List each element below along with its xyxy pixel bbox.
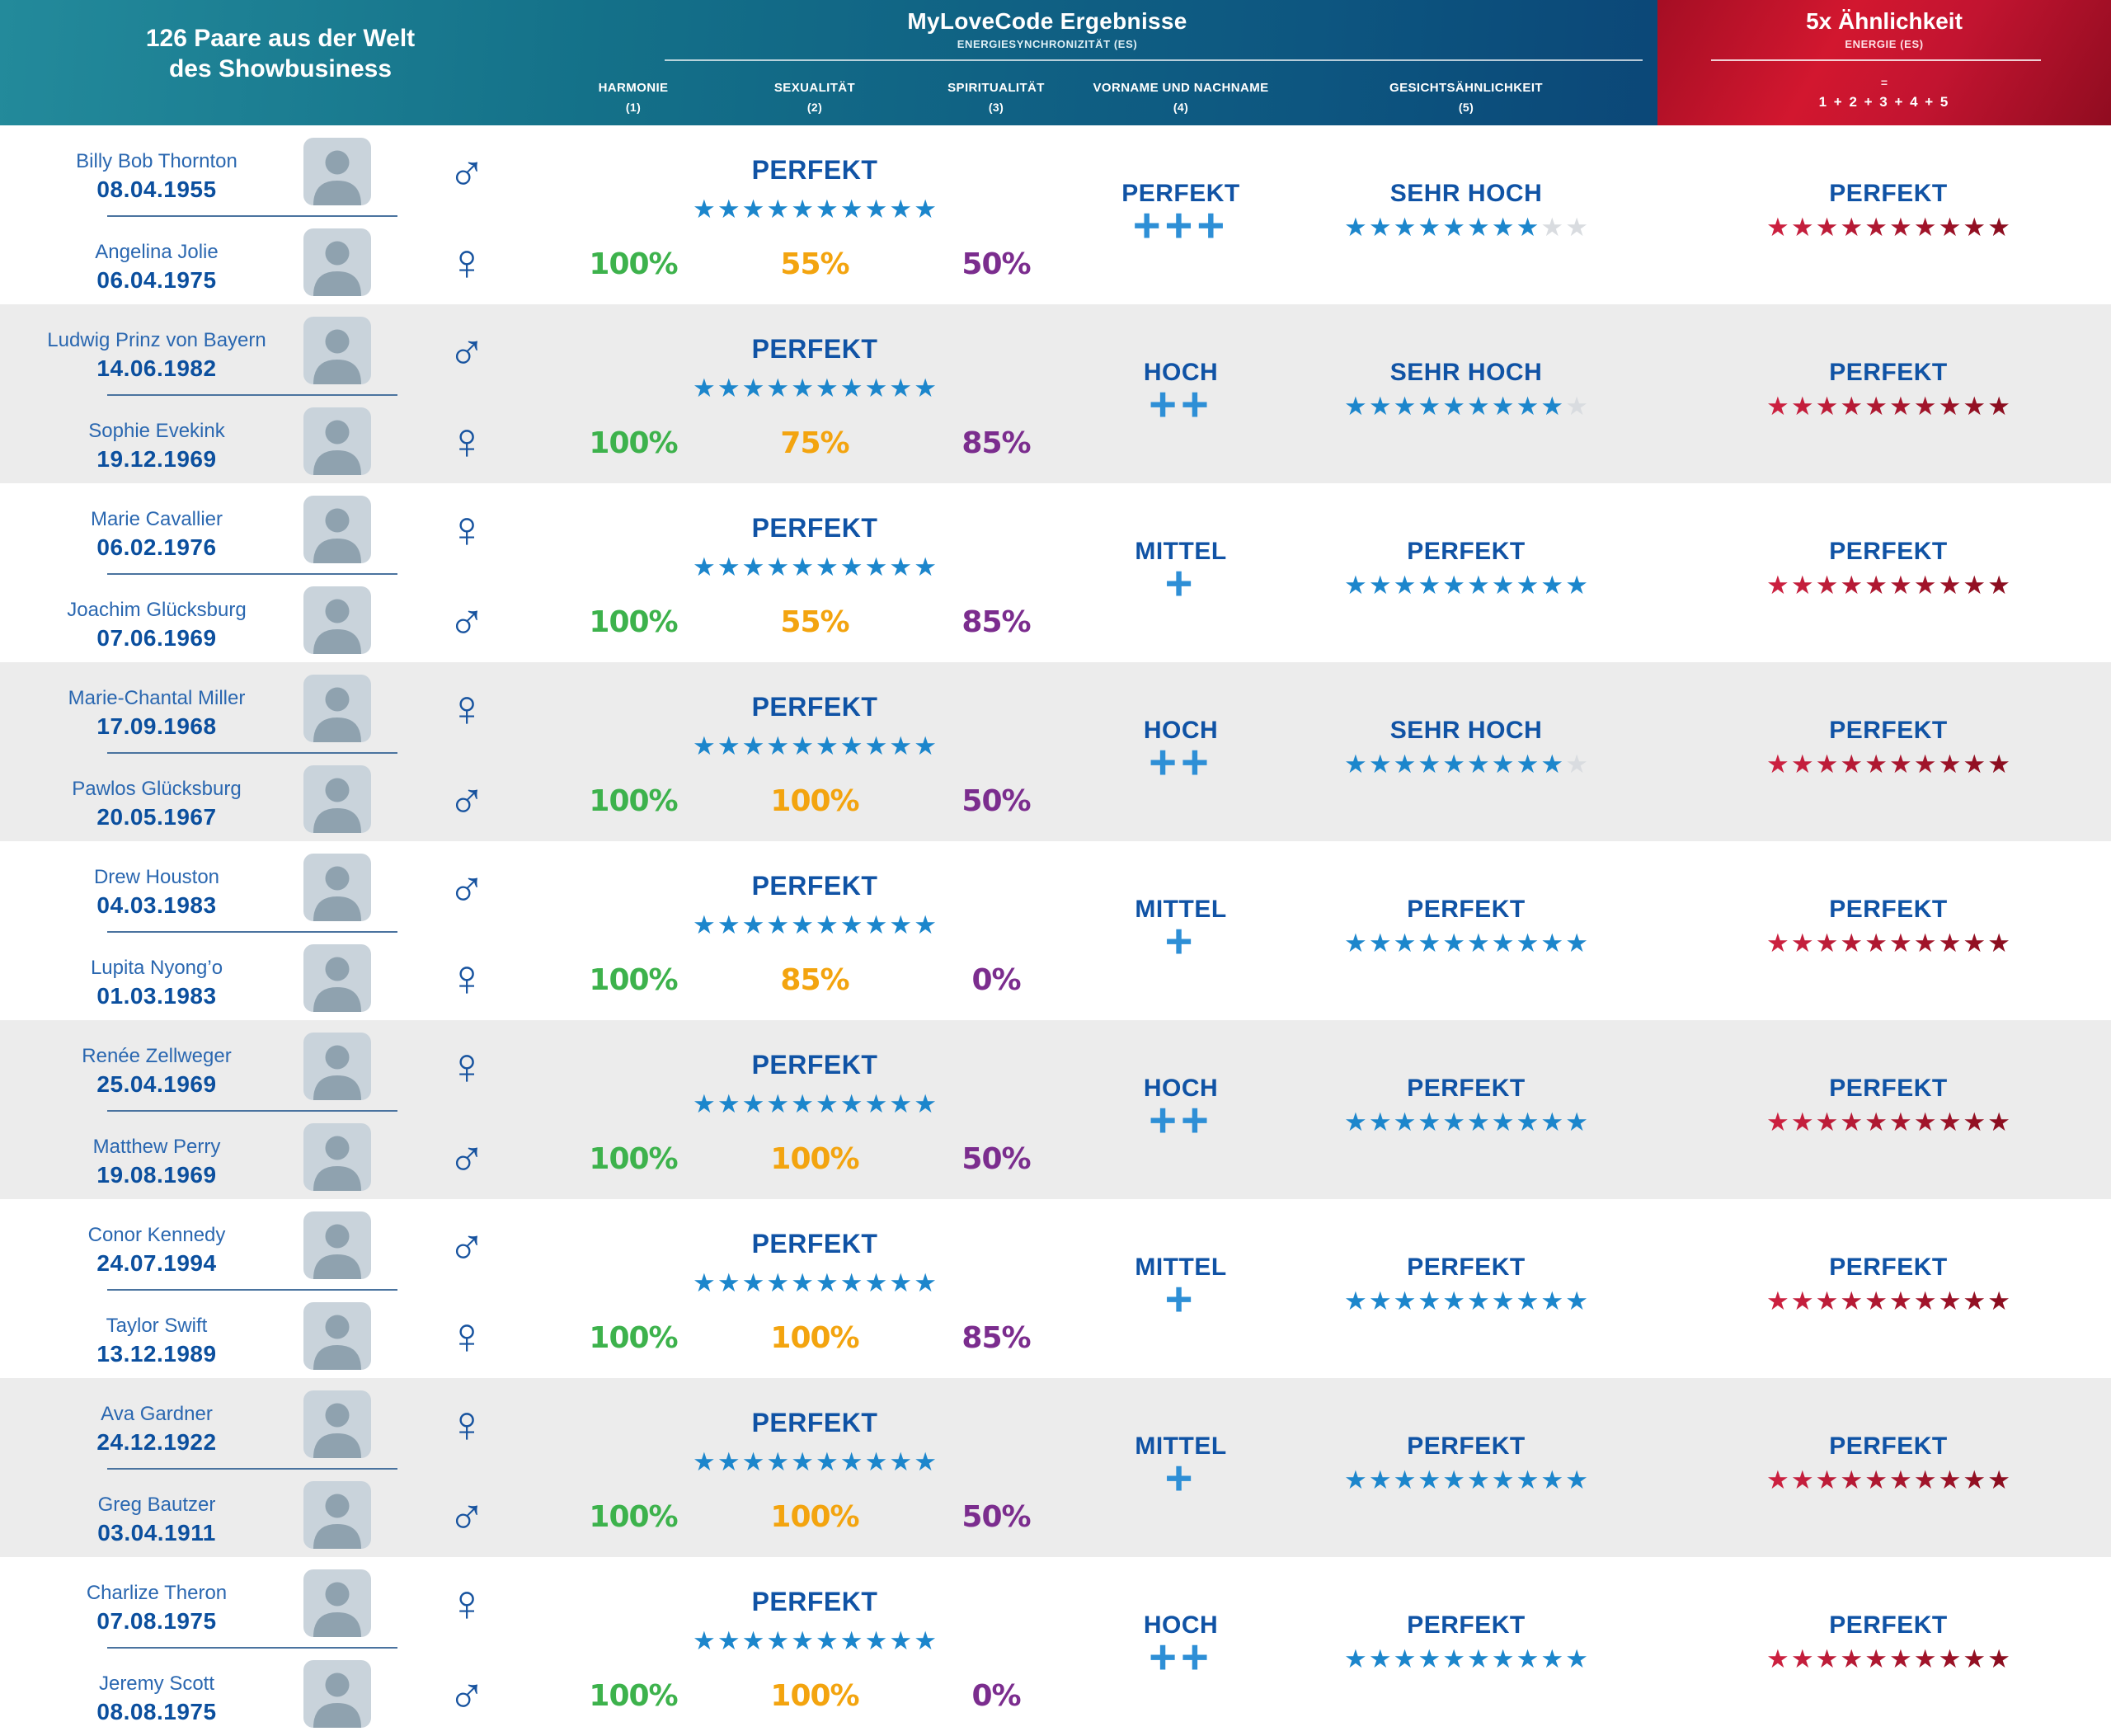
partner1-name: Conor Kennedy (87, 1224, 226, 1246)
partner1-gender-icon: ♀ (447, 1575, 487, 1632)
es-rating-label: PERFEKT (751, 1229, 878, 1258)
similarity-header-subtitle: ENERGIE (ES) (1845, 38, 1924, 50)
face-similarity-stars: ★★★★★★★★★★ (1344, 392, 1588, 421)
column-header-spiritualitaet-label: SPIRITUALITÄT (947, 81, 1045, 95)
partner1-birthdate: 25.04.1969 (96, 1071, 217, 1097)
face-similarity-label: PERFEKT (1407, 896, 1526, 923)
spiritualitaet-value: 85% (961, 426, 1031, 460)
partner2-birthdate: 01.03.1983 (96, 983, 217, 1009)
partner2-birthdate: 19.12.1969 (96, 446, 217, 472)
partner1-gender-icon: ♀ (447, 1038, 487, 1095)
couple-separator (107, 931, 397, 933)
sexualitaet-value: 75% (780, 426, 849, 460)
spiritualitaet-value: 50% (961, 784, 1031, 818)
similarity-equals-sign: = (1880, 76, 1888, 89)
name-match-label: MITTEL (1135, 896, 1227, 923)
harmonie-value: 100% (589, 963, 678, 997)
page-title-line2: des Showbusiness (168, 55, 393, 82)
spiritualitaet-value: 85% (961, 605, 1031, 639)
es-rating-label: PERFEKT (751, 692, 878, 722)
partner2-photo (303, 944, 371, 1012)
face-similarity-label: PERFEKT (1407, 1075, 1526, 1102)
person-silhouette-icon (303, 1660, 371, 1728)
sexualitaet-value: 55% (780, 247, 849, 281)
partner1-gender-icon: ♀ (447, 501, 487, 558)
couple-row (0, 1199, 2111, 1378)
person-silhouette-icon (303, 1211, 371, 1279)
harmonie-value: 100% (589, 1679, 678, 1713)
partner2-name: Taylor Swift (106, 1315, 208, 1337)
es-rating-stars: ★★★★★★★★★★ (693, 1447, 937, 1476)
couple-row (0, 662, 2111, 841)
spiritualitaet-value: 85% (961, 1321, 1031, 1355)
partner1-photo (303, 496, 371, 563)
couple-row (0, 1378, 2111, 1557)
partner1-gender-icon: ♀ (447, 1396, 487, 1453)
person-silhouette-icon (303, 1569, 371, 1637)
name-match-plus-icons: +++ (1132, 199, 1229, 252)
face-similarity-label: PERFEKT (1407, 1254, 1526, 1281)
total-similarity-stars: ★★★★★★★★★★ (1766, 571, 2010, 600)
partner1-birthdate: 24.12.1922 (96, 1429, 217, 1455)
partner1-photo (303, 675, 371, 742)
partner2-birthdate: 20.05.1967 (96, 804, 217, 830)
results-header-title: MyLoveCode Ergebnisse (907, 8, 1187, 34)
page-title (41, 23, 520, 84)
partner2-gender-icon: ♂ (447, 592, 487, 649)
es-rating-label: PERFEKT (751, 871, 878, 901)
column-header-harmonie-label: HARMONIE (598, 81, 669, 95)
sexualitaet-value: 100% (770, 784, 859, 818)
person-silhouette-icon (303, 228, 371, 296)
person-silhouette-icon (303, 407, 371, 475)
partner1-photo (303, 1390, 371, 1458)
face-similarity-label: SEHR HOCH (1389, 180, 1543, 207)
total-similarity-stars: ★★★★★★★★★★ (1766, 1644, 2010, 1673)
person-silhouette-icon (303, 944, 371, 1012)
sexualitaet-value: 55% (780, 605, 849, 639)
partner1-photo (303, 1569, 371, 1637)
total-similarity-label: PERFEKT (1829, 1075, 1948, 1102)
similarity-header-divider (1711, 59, 2041, 61)
partner1-birthdate: 24.07.1994 (96, 1250, 217, 1276)
person-silhouette-icon (303, 1123, 371, 1191)
couple-separator (107, 573, 397, 575)
face-similarity-label: PERFEKT (1407, 538, 1526, 565)
partner2-name: Matthew Perry (92, 1136, 221, 1158)
partner2-photo (303, 1302, 371, 1370)
name-match-label: HOCH (1143, 717, 1219, 744)
total-similarity-label: PERFEKT (1829, 1433, 1948, 1460)
results-header-subtitle: ENERGIESYNCHRONIZITÄT (ES) (957, 38, 1138, 50)
column-header-gesichtsaehnlichkeit (1326, 81, 1606, 115)
partner2-name: Jeremy Scott (98, 1672, 215, 1695)
name-match-plus-icons: + (1164, 1451, 1197, 1505)
partner2-gender-icon: ♂ (447, 1666, 487, 1723)
person-silhouette-icon (303, 138, 371, 205)
spiritualitaet-value: 50% (961, 1142, 1031, 1176)
column-header-gesichtsaehnlichkeit-number: (5) (1458, 101, 1474, 114)
total-similarity-stars: ★★★★★★★★★★ (1766, 1465, 2010, 1494)
partner1-name: Charlize Theron (86, 1582, 228, 1604)
total-similarity-label: PERFEKT (1829, 717, 1948, 744)
column-header-gesichtsaehnlichkeit-label: GESICHTSÄHNLICHKEIT (1389, 81, 1543, 95)
partner1-gender-icon: ♀ (447, 680, 487, 737)
es-rating-label: PERFEKT (751, 1587, 878, 1616)
partner2-photo (303, 1660, 371, 1728)
spiritualitaet-value: 0% (971, 963, 1021, 997)
spiritualitaet-value: 0% (971, 1679, 1021, 1713)
couple-row (0, 125, 2111, 304)
column-header-spiritualitaet-number: (3) (988, 101, 1004, 114)
partner2-birthdate: 13.12.1989 (96, 1341, 217, 1367)
partner2-gender-icon: ♀ (447, 234, 487, 291)
face-similarity-stars: ★★★★★★★★★★ (1344, 571, 1588, 600)
partner2-photo (303, 586, 371, 654)
es-rating-stars: ★★★★★★★★★★ (693, 553, 937, 581)
partner2-photo (303, 1123, 371, 1191)
couple-separator (107, 215, 397, 217)
total-similarity-stars: ★★★★★★★★★★ (1766, 213, 2010, 242)
es-rating-label: PERFEKT (751, 155, 878, 185)
total-similarity-label: PERFEKT (1829, 1254, 1948, 1281)
total-similarity-stars: ★★★★★★★★★★ (1766, 392, 2010, 421)
name-match-plus-icons: ++ (1149, 1094, 1213, 1147)
partner2-photo (303, 765, 371, 833)
partner1-name: Renée Zellweger (82, 1045, 232, 1067)
couple-separator (107, 1289, 397, 1291)
name-match-label: PERFEKT (1121, 180, 1240, 207)
harmonie-value: 100% (589, 605, 678, 639)
partner2-name: Sophie Evekink (88, 420, 225, 442)
couple-row (0, 1020, 2111, 1199)
partner2-name: Greg Bautzer (97, 1494, 216, 1516)
partner2-gender-icon: ♂ (447, 771, 487, 828)
partner1-birthdate: 06.02.1976 (96, 534, 217, 560)
partner1-birthdate: 04.03.1983 (96, 892, 217, 918)
face-similarity-stars: ★★★★★★★★★★ (1344, 929, 1588, 957)
couple-separator (107, 394, 397, 396)
partner2-photo (303, 228, 371, 296)
es-rating-label: PERFEKT (751, 513, 878, 543)
name-match-plus-icons: ++ (1149, 736, 1213, 789)
partner2-gender-icon: ♀ (447, 1308, 487, 1365)
partner2-name: Pawlos Glücksburg (72, 778, 242, 800)
total-similarity-label: PERFEKT (1829, 1611, 1948, 1639)
person-silhouette-icon (303, 586, 371, 654)
total-similarity-label: PERFEKT (1829, 538, 1948, 565)
couple-separator (107, 1468, 397, 1470)
partner1-photo (303, 1033, 371, 1100)
column-header-vorname-nachname (1049, 81, 1313, 115)
partner2-gender-icon: ♂ (447, 1129, 487, 1186)
sexualitaet-value: 100% (770, 1679, 859, 1713)
name-match-plus-icons: + (1164, 1273, 1197, 1326)
name-match-plus-icons: ++ (1149, 378, 1213, 431)
harmonie-value: 100% (589, 1142, 678, 1176)
total-similarity-label: PERFEKT (1829, 896, 1948, 923)
sexualitaet-value: 100% (770, 1142, 859, 1176)
partner1-gender-icon: ♂ (447, 1217, 487, 1274)
person-silhouette-icon (303, 496, 371, 563)
es-rating-stars: ★★★★★★★★★★ (693, 732, 937, 760)
partner2-birthdate: 03.04.1911 (97, 1520, 216, 1545)
name-match-label: MITTEL (1135, 1254, 1227, 1281)
partner1-name: Drew Houston (93, 866, 220, 888)
name-match-plus-icons: + (1164, 557, 1197, 610)
harmonie-value: 100% (589, 1500, 678, 1534)
partner1-name: Ava Gardner (101, 1403, 213, 1425)
couple-separator (107, 1110, 397, 1112)
partner2-gender-icon: ♀ (447, 413, 487, 470)
partner1-name: Marie-Chantal Miller (68, 687, 246, 709)
es-rating-stars: ★★★★★★★★★★ (693, 195, 937, 223)
es-rating-stars: ★★★★★★★★★★ (693, 1268, 937, 1297)
partner1-birthdate: 17.09.1968 (96, 713, 217, 739)
harmonie-value: 100% (589, 426, 678, 460)
total-similarity-stars: ★★★★★★★★★★ (1766, 1287, 2010, 1315)
es-rating-label: PERFEKT (751, 1408, 878, 1437)
page-title-line1: 126 Paare aus der Welt (145, 25, 416, 52)
sexualitaet-value: 100% (770, 1321, 859, 1355)
partner2-gender-icon: ♀ (447, 950, 487, 1007)
name-match-label: HOCH (1143, 1611, 1219, 1639)
es-rating-label: PERFEKT (751, 334, 878, 364)
couple-row (0, 304, 2111, 483)
couple-row (0, 1557, 2111, 1736)
partner2-birthdate: 07.06.1969 (96, 625, 217, 651)
similarity-header-title: 5x Ähnlichkeit (1806, 8, 1963, 34)
sexualitaet-value: 100% (770, 1500, 859, 1534)
partner1-name: Marie Cavallier (90, 508, 223, 530)
face-similarity-label: PERFEKT (1407, 1433, 1526, 1460)
es-rating-stars: ★★★★★★★★★★ (693, 1626, 937, 1655)
partner2-name: Joachim Glücksburg (67, 599, 247, 621)
face-similarity-stars: ★★★★★★★★★★ (1344, 213, 1588, 242)
total-similarity-label: PERFEKT (1829, 180, 1948, 207)
harmonie-value: 100% (589, 1321, 678, 1355)
page-header (0, 0, 2111, 125)
name-match-label: MITTEL (1135, 538, 1227, 565)
total-similarity-label: PERFEKT (1829, 359, 1948, 386)
harmonie-value: 100% (589, 247, 678, 281)
person-silhouette-icon (303, 854, 371, 921)
sexualitaet-value: 85% (780, 963, 849, 997)
face-similarity-stars: ★★★★★★★★★★ (1344, 1465, 1588, 1494)
name-match-plus-icons: + (1164, 915, 1197, 968)
total-similarity-stars: ★★★★★★★★★★ (1766, 929, 2010, 957)
face-similarity-stars: ★★★★★★★★★★ (1344, 750, 1588, 779)
harmonie-value: 100% (589, 784, 678, 818)
spiritualitaet-value: 50% (961, 247, 1031, 281)
es-rating-label: PERFEKT (751, 1050, 878, 1080)
total-similarity-stars: ★★★★★★★★★★ (1766, 1108, 2010, 1136)
partner1-photo (303, 854, 371, 921)
partner2-photo (303, 1481, 371, 1549)
partner2-name: Lupita Nyong’o (90, 957, 223, 979)
partner1-gender-icon: ♂ (447, 859, 487, 916)
person-silhouette-icon (303, 317, 371, 384)
column-header-vorname-nachname-number: (4) (1173, 101, 1189, 114)
partner2-birthdate: 08.08.1975 (96, 1699, 217, 1724)
partner1-birthdate: 14.06.1982 (96, 355, 217, 381)
name-match-label: MITTEL (1135, 1433, 1227, 1460)
es-rating-stars: ★★★★★★★★★★ (693, 374, 937, 402)
couple-separator (107, 752, 397, 754)
es-rating-stars: ★★★★★★★★★★ (693, 1089, 937, 1118)
name-match-label: HOCH (1143, 1075, 1219, 1102)
partner2-birthdate: 19.08.1969 (96, 1162, 217, 1188)
person-silhouette-icon (303, 1481, 371, 1549)
partner1-name: Ludwig Prinz von Bayern (47, 329, 266, 351)
partner1-gender-icon: ♂ (447, 322, 487, 379)
similarity-formula: 1 + 2 + 3 + 4 + 5 (1818, 94, 1950, 110)
person-silhouette-icon (303, 1302, 371, 1370)
partner1-photo (303, 1211, 371, 1279)
couple-row (0, 841, 2111, 1020)
column-header-sexualitaet-number: (2) (806, 101, 823, 114)
partner1-birthdate: 07.08.1975 (96, 1608, 217, 1634)
partner1-name: Billy Bob Thornton (76, 150, 237, 172)
person-silhouette-icon (303, 1033, 371, 1100)
couples-table (0, 125, 2111, 1736)
name-match-plus-icons: ++ (1149, 1630, 1213, 1684)
partner2-photo (303, 407, 371, 475)
partner1-photo (303, 317, 371, 384)
partner1-gender-icon: ♂ (447, 143, 487, 200)
couple-separator (107, 1647, 397, 1649)
es-rating-stars: ★★★★★★★★★★ (693, 910, 937, 939)
name-match-label: HOCH (1143, 359, 1219, 386)
face-similarity-label: SEHR HOCH (1389, 717, 1543, 744)
person-silhouette-icon (303, 765, 371, 833)
results-header-divider (665, 59, 1643, 61)
person-silhouette-icon (303, 1390, 371, 1458)
face-similarity-label: SEHR HOCH (1389, 359, 1543, 386)
couple-row (0, 483, 2111, 662)
partner1-photo (303, 138, 371, 205)
spiritualitaet-value: 50% (961, 1500, 1031, 1534)
partner2-name: Angelina Jolie (95, 241, 219, 263)
column-header-harmonie-number: (1) (625, 101, 642, 114)
face-similarity-stars: ★★★★★★★★★★ (1344, 1287, 1588, 1315)
total-similarity-stars: ★★★★★★★★★★ (1766, 750, 2010, 779)
partner1-birthdate: 08.04.1955 (96, 176, 217, 202)
person-silhouette-icon (303, 675, 371, 742)
column-header-vorname-nachname-label: VORNAME UND NACHNAME (1093, 81, 1269, 95)
partner2-birthdate: 06.04.1975 (96, 267, 217, 293)
face-similarity-stars: ★★★★★★★★★★ (1344, 1644, 1588, 1673)
column-header-sexualitaet-label: SEXUALITÄT (773, 81, 856, 95)
face-similarity-stars: ★★★★★★★★★★ (1344, 1108, 1588, 1136)
face-similarity-label: PERFEKT (1407, 1611, 1526, 1639)
partner2-gender-icon: ♂ (447, 1487, 487, 1544)
